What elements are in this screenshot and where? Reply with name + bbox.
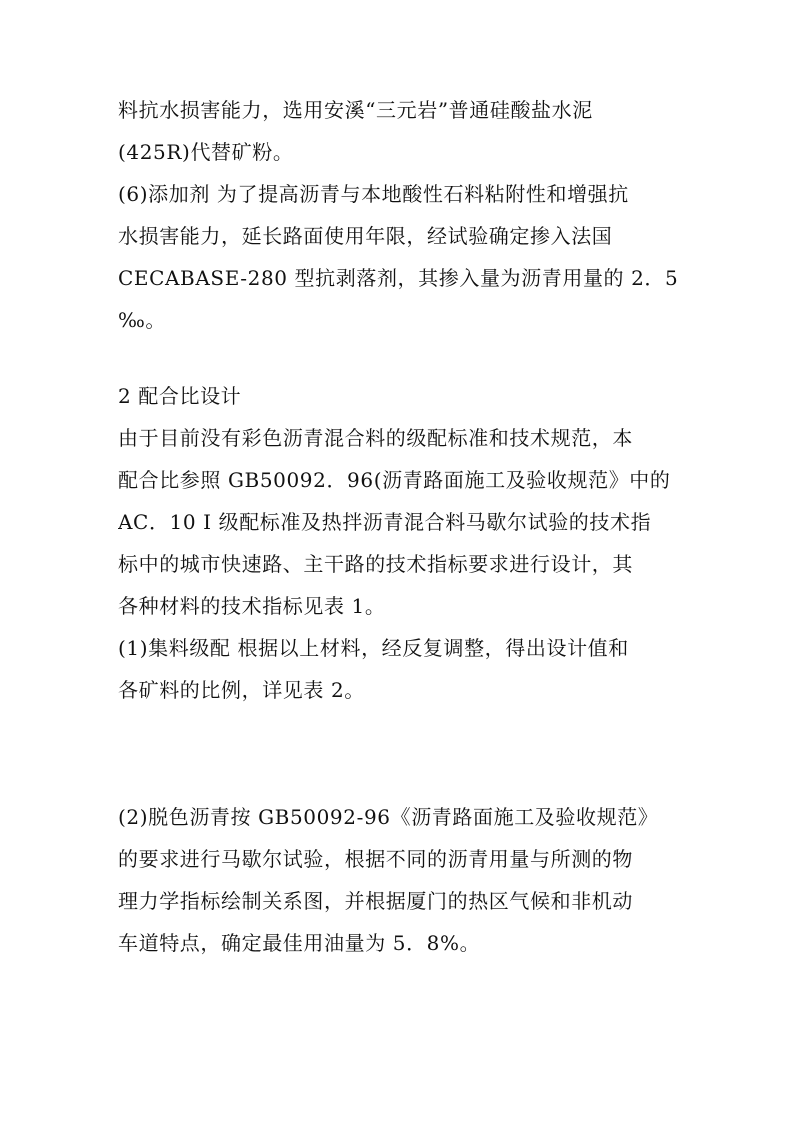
text-line: 各矿料的比例，详见表 2。 bbox=[118, 678, 365, 702]
paragraph-materials-additive bbox=[118, 89, 678, 341]
text-line: 标中的城市快速路、主干路的技术指标要求进行设计，其 bbox=[118, 552, 633, 576]
text-line: 由于目前没有彩色沥青混合料的级配标准和技术规范，本 bbox=[118, 426, 633, 450]
section-heading: 2 配合比设计 bbox=[118, 384, 242, 408]
text-line: 水损害能力，延长路面使用年限，经试验确定掺入法国 bbox=[118, 224, 613, 248]
text-line: CECABASE-280 型抗剥落剂，其掺入量为沥青用量的 2．5 bbox=[118, 266, 678, 290]
text-line: 配合比参照 GB50092．96(沥青路面施工及验收规范》中的 bbox=[118, 468, 671, 492]
paragraph-marshall-test bbox=[118, 796, 678, 964]
text-line: ‰。 bbox=[118, 308, 167, 332]
text-line: (2)脱色沥青按 GB50092-96《沥青路面施工及验收规范》 bbox=[118, 805, 659, 829]
section-mix-design bbox=[118, 375, 678, 711]
text-line: (1)集料级配 根据以上材料，经反复调整，得出设计值和 bbox=[118, 636, 629, 660]
text-line: 理力学指标绘制关系图，并根据厦门的热区气候和非机动 bbox=[118, 889, 633, 913]
text-line: (425R)代替矿粉。 bbox=[118, 140, 294, 164]
text-line: 各种材料的技术指标见表 1。 bbox=[118, 594, 386, 618]
text-line: (6)添加剂 为了提高沥青与本地酸性石料粘附性和增强抗 bbox=[118, 182, 629, 206]
text-line: 车道特点，确定最佳用油量为 5．8%。 bbox=[118, 931, 481, 955]
text-line: 料抗水损害能力，选用安溪“三元岩”普通硅酸盐水泥 bbox=[118, 98, 593, 122]
text-line: 的要求进行马歇尔试验，根据不同的沥青用量与所测的物 bbox=[118, 847, 633, 871]
text-line: AC．10 I 级配标准及热拌沥青混合料马歇尔试验的技术指 bbox=[118, 510, 652, 534]
